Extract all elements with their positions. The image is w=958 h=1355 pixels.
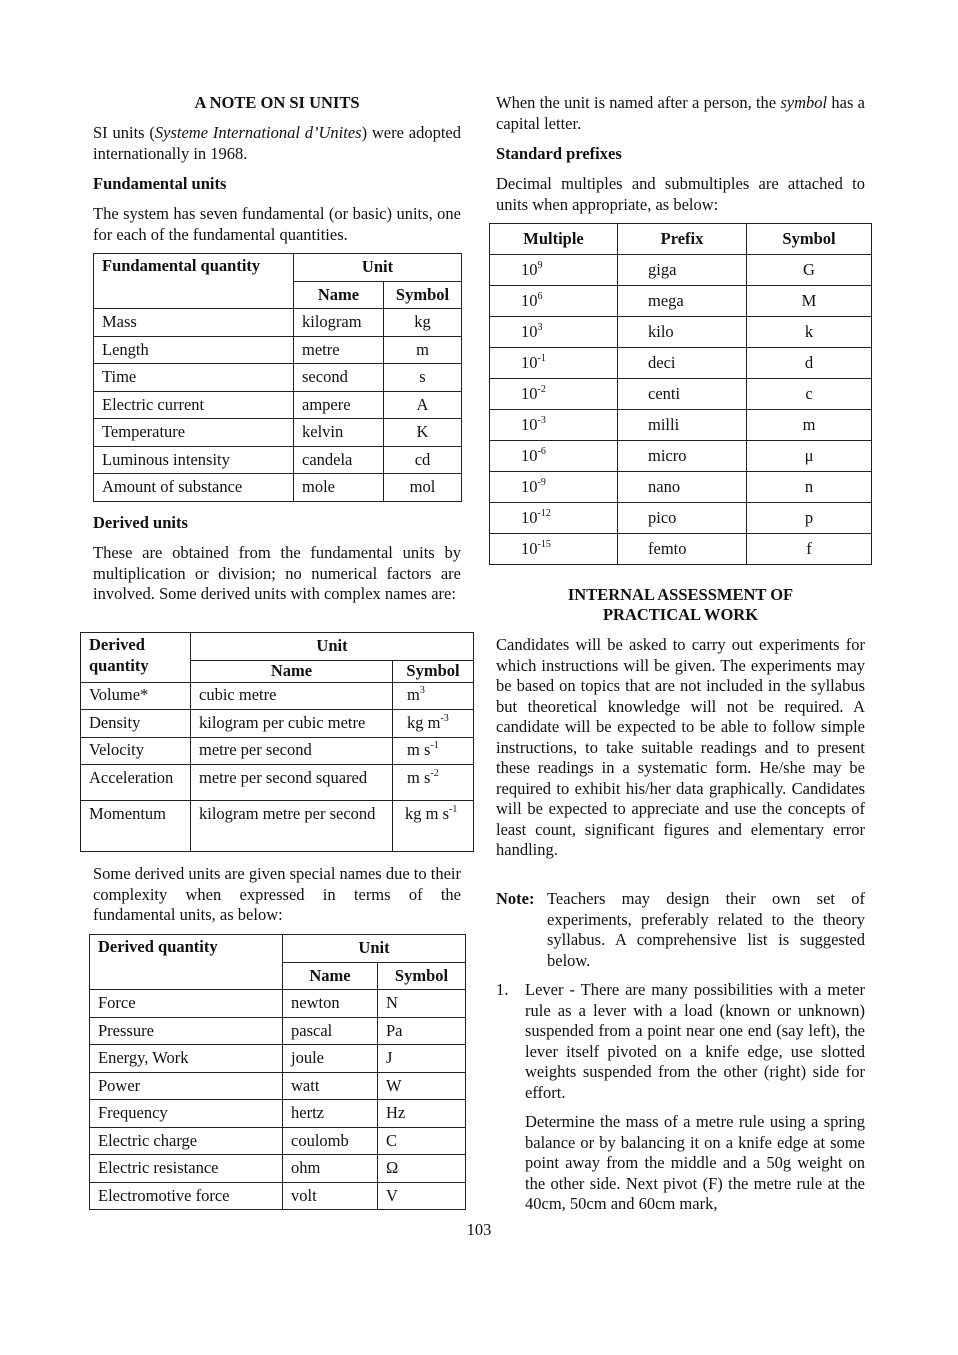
- cell-symbol: N: [378, 990, 466, 1018]
- cell-quantity: Frequency: [90, 1100, 283, 1128]
- cell-prefix: milli: [618, 410, 747, 441]
- cell-prefix: deci: [618, 348, 747, 379]
- table-row: [490, 534, 872, 565]
- derived-h-name: Name: [191, 661, 393, 683]
- cell-symbol: k: [747, 317, 872, 348]
- cell-name: volt: [283, 1183, 378, 1210]
- cell-quantity: Density: [81, 709, 191, 737]
- cell-multiple: $10^{-12}$: [490, 503, 618, 534]
- cell-name: ampere: [294, 392, 384, 419]
- page-number: 103: [466, 1220, 492, 1239]
- table-row: [490, 286, 872, 317]
- cell-symbol: cd: [384, 447, 462, 474]
- cell-symbol: c: [747, 379, 872, 410]
- cell-symbol: m: [384, 337, 462, 364]
- cell-quantity: Volume*: [81, 682, 191, 709]
- cell-prefix: giga: [618, 255, 747, 286]
- cell-symbol: M: [747, 286, 872, 317]
- cell-symbol: μ: [747, 441, 872, 472]
- table-row: [90, 1183, 466, 1210]
- special-h-quantity: Derived quantity: [90, 935, 283, 990]
- cell-symbol: d: [747, 348, 872, 379]
- cell-symbol: C: [378, 1128, 466, 1155]
- ia-title-line-2: PRACTICAL WORK: [602, 605, 759, 624]
- cell-symbol: m $s^{-1}$: [393, 737, 474, 764]
- table-row: [94, 309, 462, 337]
- prefix-h-multiple: Multiple: [490, 224, 618, 255]
- cell-multiple: $10^6$: [490, 286, 618, 317]
- table-row: [94, 364, 462, 392]
- table-row: [490, 348, 872, 379]
- table-row: [81, 764, 474, 800]
- table-row: [90, 990, 466, 1018]
- cell-prefix: micro: [618, 441, 747, 472]
- cell-symbol: s: [384, 364, 462, 392]
- cell-quantity: Length: [94, 337, 294, 364]
- fund-h-name: Name: [294, 282, 384, 309]
- cell-quantity: Electric current: [94, 392, 294, 419]
- item-1-number: 1.: [496, 980, 509, 999]
- fundamental-text: The system has seven fundamental (or basic) units, one for each of the fundamental quantities.: [93, 204, 461, 244]
- cell-name: mole: [294, 474, 384, 502]
- table-row: [81, 709, 474, 737]
- cell-symbol: mol: [384, 474, 462, 502]
- cell-quantity: Amount of substance: [94, 474, 294, 502]
- cell-quantity: Momentum: [81, 800, 191, 851]
- cell-symbol: f: [747, 534, 872, 565]
- cell-symbol: J: [378, 1045, 466, 1073]
- table-row: [94, 447, 462, 474]
- cell-name: cubic metre: [191, 682, 393, 709]
- cell-symbol: p: [747, 503, 872, 534]
- table-row: [490, 410, 872, 441]
- cell-symbol: kg $m^{-3}$: [393, 709, 474, 737]
- cell-name: coulomb: [283, 1128, 378, 1155]
- si-intro: SI units (Systeme International d’Unites) were adopted internationally in 1968.: [93, 123, 461, 163]
- fundamental-units-table: [93, 253, 462, 502]
- table-row: [81, 682, 474, 709]
- table-row: [90, 1073, 466, 1100]
- cell-name: ohm: [283, 1155, 378, 1183]
- prefix-h-symbol: Symbol: [747, 224, 872, 255]
- table-row: [90, 1045, 466, 1073]
- table-row: [490, 441, 872, 472]
- cell-prefix: mega: [618, 286, 747, 317]
- cell-name: candela: [294, 447, 384, 474]
- cell-symbol: W: [378, 1073, 466, 1100]
- cell-prefix: pico: [618, 503, 747, 534]
- cell-symbol: n: [747, 472, 872, 503]
- derived-h-quantity: Derived quantity: [81, 633, 191, 683]
- prefixes-text: Decimal multiples and submultiples are attached to units when appropriate, as below:: [496, 174, 865, 214]
- table-row: [490, 379, 872, 410]
- cell-name: pascal: [283, 1018, 378, 1045]
- cell-symbol: m: [747, 410, 872, 441]
- table-row: [94, 474, 462, 502]
- cell-quantity: Force: [90, 990, 283, 1018]
- person-note: When the unit is named after a person, the symbol has a capital letter.: [496, 93, 865, 133]
- cell-quantity: Temperature: [94, 419, 294, 447]
- table-row: [490, 472, 872, 503]
- cell-symbol: m $s^{-2}$: [393, 764, 474, 800]
- cell-quantity: Mass: [94, 309, 294, 337]
- table-row: [81, 800, 474, 851]
- cell-symbol: $m^3$: [393, 682, 474, 709]
- cell-name: metre per second squared: [191, 764, 393, 800]
- cell-quantity: Power: [90, 1073, 283, 1100]
- cell-quantity: Energy, Work: [90, 1045, 283, 1073]
- derived-h-symbol: Symbol: [393, 661, 474, 683]
- cell-name: hertz: [283, 1100, 378, 1128]
- cell-multiple: $10^3$: [490, 317, 618, 348]
- cell-quantity: Time: [94, 364, 294, 392]
- table-row: [90, 1128, 466, 1155]
- cell-prefix: centi: [618, 379, 747, 410]
- special-text: Some derived units are given special names due to their complexity when expressed in terms of the fundamental units, as below:: [93, 864, 461, 924]
- table-row: [90, 1018, 466, 1045]
- cell-multiple: $10^{-1}$: [490, 348, 618, 379]
- fund-h-unit: Unit: [294, 254, 462, 282]
- cell-multiple: $10^{-3}$: [490, 410, 618, 441]
- fund-h-quantity: Fundamental quantity: [94, 254, 294, 309]
- cell-symbol: Pa: [378, 1018, 466, 1045]
- derived-text: These are obtained from the fundamental units by multiplication or division; no numerical factors are involved. Some derived units with complex names are:: [93, 543, 461, 603]
- page-title: A NOTE ON SI UNITS: [194, 93, 360, 112]
- table-row: [81, 737, 474, 764]
- cell-name: newton: [283, 990, 378, 1018]
- prefixes-heading: Standard prefixes: [496, 144, 622, 163]
- cell-quantity: Electromotive force: [90, 1183, 283, 1210]
- cell-multiple: $10^{-2}$: [490, 379, 618, 410]
- cell-symbol: kg m $s^{-1}$: [393, 800, 474, 851]
- cell-quantity: Electric resistance: [90, 1155, 283, 1183]
- table-row: [94, 419, 462, 447]
- prefix-table: [489, 223, 872, 565]
- cell-symbol: Ω: [378, 1155, 466, 1183]
- cell-name: kilogram metre per second: [191, 800, 393, 851]
- ia-title-line-1: INTERNAL ASSESSMENT OF: [567, 585, 794, 604]
- cell-name: metre per second: [191, 737, 393, 764]
- cell-quantity: Pressure: [90, 1018, 283, 1045]
- cell-prefix: femto: [618, 534, 747, 565]
- cell-multiple: $10^{-9}$: [490, 472, 618, 503]
- table-row: [90, 1155, 466, 1183]
- cell-symbol: A: [384, 392, 462, 419]
- cell-name: metre: [294, 337, 384, 364]
- table-row: [490, 503, 872, 534]
- cell-name: joule: [283, 1045, 378, 1073]
- derived-heading: Derived units: [93, 513, 188, 532]
- special-h-symbol: Symbol: [378, 963, 466, 990]
- table-row: [94, 337, 462, 364]
- item-1-text: Lever - There are many possibilities with a meter rule as a lever with a load (known or unknown) suspended from a point near one end (say left), the lever itself pivoted on a knife edge, use slotted weights suspended from the other (right) side for effort.: [525, 980, 865, 1102]
- cell-name: kilogram per cubic metre: [191, 709, 393, 737]
- cell-symbol: Hz: [378, 1100, 466, 1128]
- cell-quantity: Electric charge: [90, 1128, 283, 1155]
- table-row: [490, 255, 872, 286]
- derived-h-unit: Unit: [191, 633, 474, 661]
- note-label: Note:: [496, 889, 535, 908]
- cell-quantity: Acceleration: [81, 764, 191, 800]
- cell-multiple: $10^9$: [490, 255, 618, 286]
- cell-multiple: $10^{-6}$: [490, 441, 618, 472]
- cell-quantity: Velocity: [81, 737, 191, 764]
- cell-symbol: kg: [384, 309, 462, 337]
- cell-name: watt: [283, 1073, 378, 1100]
- cell-prefix: nano: [618, 472, 747, 503]
- note-text: Teachers may design their own set of experiments, preferably related to the theory syllabus. A comprehensive list is suggested below.: [547, 889, 865, 970]
- cell-prefix: kilo: [618, 317, 747, 348]
- cell-quantity: Luminous intensity: [94, 447, 294, 474]
- table-row: [94, 392, 462, 419]
- special-units-table: [89, 934, 466, 1210]
- cell-name: second: [294, 364, 384, 392]
- special-h-unit: Unit: [283, 935, 466, 963]
- table-row: [90, 1100, 466, 1128]
- fundamental-heading: Fundamental units: [93, 174, 227, 193]
- table-row: [490, 317, 872, 348]
- cell-multiple: $10^{-15}$: [490, 534, 618, 565]
- derived-units-table: [80, 632, 474, 852]
- cell-name: kelvin: [294, 419, 384, 447]
- cell-symbol: K: [384, 419, 462, 447]
- fund-h-symbol: Symbol: [384, 282, 462, 309]
- special-h-name: Name: [283, 963, 378, 990]
- ia-text: Candidates will be asked to carry out experiments for which instructions will be given. The experiments may be based on topics that are not included in the syllabus but theoretical knowledge will not be required. A candidate will be expected to be able to follow simple instructions, to take suitable readings and to present these readings in a systematic form. He/she may be required to exhibit his/her data graphically. Candidates will be expected to appreciate and use the concepts of least count, significant figures and elementary error handling.: [496, 635, 865, 859]
- prefix-h-prefix: Prefix: [618, 224, 747, 255]
- cell-symbol: G: [747, 255, 872, 286]
- item-1-text-2: Determine the mass of a metre rule using a spring balance or by balancing it on a knife edge at some point away from the middle and a 50g weight on the other side. Next pivot (F) the metre rule at the 40cm, 50cm and 60cm mark,: [525, 1112, 865, 1213]
- cell-symbol: V: [378, 1183, 466, 1210]
- cell-name: kilogram: [294, 309, 384, 337]
